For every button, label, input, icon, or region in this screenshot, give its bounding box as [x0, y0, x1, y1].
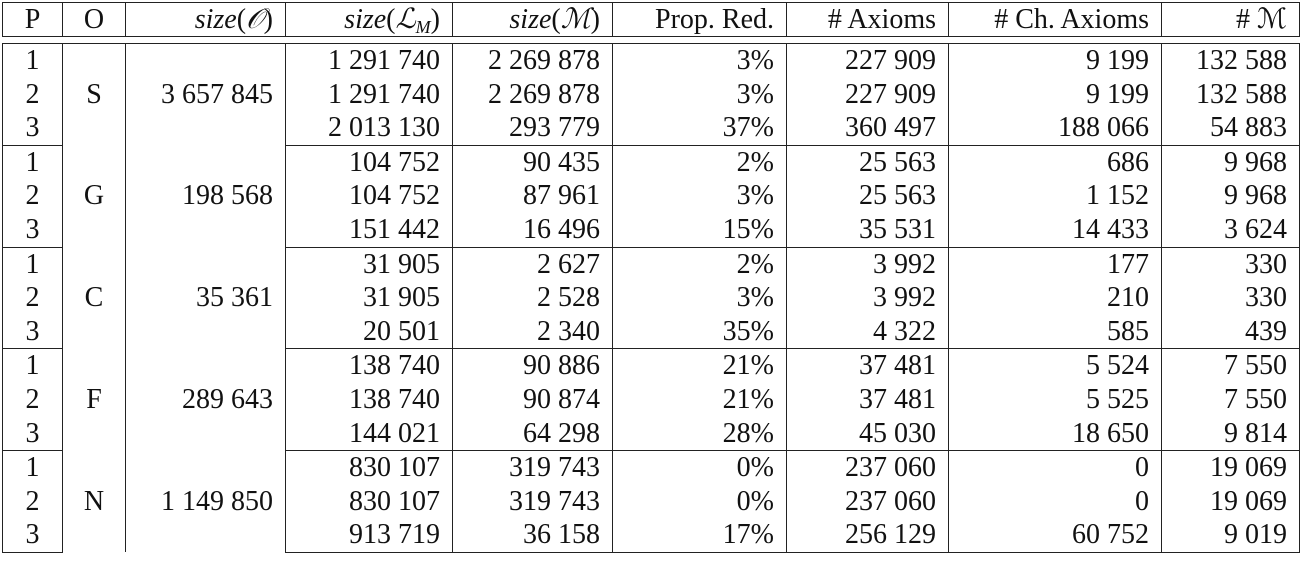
cell-size-o: 3 657 845: [126, 44, 286, 146]
results-table-container: [2, 2, 1300, 553]
cell-num-m: 7 550: [1162, 349, 1300, 383]
cell-prop-red: 2%: [613, 145, 787, 179]
cell-size-lm: 830 107: [286, 485, 453, 519]
cell-size-o: 1 149 850: [126, 451, 286, 553]
cell-p: 2: [3, 485, 63, 519]
cell-axioms: 25 563: [787, 179, 949, 213]
cell-ch-axioms: 210: [949, 281, 1162, 315]
cell-prop-red: 3%: [613, 78, 787, 112]
cell-ch-axioms: 0: [949, 485, 1162, 519]
cell-size-m: 2 269 878: [453, 78, 613, 112]
cell-axioms: 3 992: [787, 247, 949, 281]
cell-p: 3: [3, 315, 63, 349]
cell-ch-axioms: 5 524: [949, 349, 1162, 383]
table-body: [3, 37, 1300, 553]
cell-prop-red: 17%: [613, 518, 787, 552]
cell-axioms: 227 909: [787, 78, 949, 112]
cell-p: 2: [3, 383, 63, 417]
cell-ch-axioms: 0: [949, 451, 1162, 485]
cell-num-m: 330: [1162, 281, 1300, 315]
header-p: P: [3, 3, 63, 37]
header-ch-axioms: # Ch. Axioms: [949, 3, 1162, 37]
cell-size-lm: 31 905: [286, 247, 453, 281]
cell-size-m: 90 874: [453, 383, 613, 417]
cell-num-m: 132 588: [1162, 44, 1300, 78]
cell-prop-red: 37%: [613, 111, 787, 145]
cell-size-lm: 31 905: [286, 281, 453, 315]
cell-num-m: 54 883: [1162, 111, 1300, 145]
cell-ontology: S: [63, 44, 126, 146]
header-prop-red: Prop. Red.: [613, 3, 787, 37]
header-o: O: [63, 3, 126, 37]
cell-size-lm: 104 752: [286, 179, 453, 213]
header-separator: [3, 37, 1300, 44]
cell-p: 1: [3, 349, 63, 383]
cell-num-m: 7 550: [1162, 383, 1300, 417]
cell-size-m: 2 340: [453, 315, 613, 349]
cell-size-m: 90 886: [453, 349, 613, 383]
cell-axioms: 237 060: [787, 451, 949, 485]
cell-num-m: 132 588: [1162, 78, 1300, 112]
cell-p: 3: [3, 213, 63, 247]
cell-size-m: 16 496: [453, 213, 613, 247]
cell-axioms: 360 497: [787, 111, 949, 145]
cell-ch-axioms: 14 433: [949, 213, 1162, 247]
cell-p: 3: [3, 111, 63, 145]
cell-p: 2: [3, 281, 63, 315]
header-size-o: size(𝒪): [126, 3, 286, 37]
table-row: [3, 349, 1300, 383]
cell-prop-red: 21%: [613, 349, 787, 383]
cell-num-m: 9 968: [1162, 145, 1300, 179]
cell-ch-axioms: 686: [949, 145, 1162, 179]
cell-size-lm: 138 740: [286, 383, 453, 417]
cell-prop-red: 21%: [613, 383, 787, 417]
cell-size-o: 198 568: [126, 145, 286, 247]
cell-axioms: 25 563: [787, 145, 949, 179]
cell-prop-red: 15%: [613, 213, 787, 247]
header-row: [3, 3, 1300, 37]
cell-ontology: G: [63, 145, 126, 247]
cell-num-m: 439: [1162, 315, 1300, 349]
cell-num-m: 19 069: [1162, 485, 1300, 519]
cell-p: 1: [3, 145, 63, 179]
cell-ch-axioms: 18 650: [949, 417, 1162, 451]
cell-axioms: 227 909: [787, 44, 949, 78]
cell-size-m: 87 961: [453, 179, 613, 213]
cell-size-lm: 913 719: [286, 518, 453, 552]
cell-p: 2: [3, 78, 63, 112]
cell-prop-red: 0%: [613, 485, 787, 519]
cell-size-lm: 2 013 130: [286, 111, 453, 145]
cell-ontology: F: [63, 349, 126, 451]
cell-axioms: 35 531: [787, 213, 949, 247]
cell-p: 1: [3, 44, 63, 78]
cell-p: 1: [3, 247, 63, 281]
cell-num-m: 19 069: [1162, 451, 1300, 485]
cell-axioms: 37 481: [787, 383, 949, 417]
cell-size-m: 90 435: [453, 145, 613, 179]
cell-ch-axioms: 9 199: [949, 44, 1162, 78]
table-row: [3, 145, 1300, 179]
cell-ontology: C: [63, 247, 126, 349]
cell-size-m: 64 298: [453, 417, 613, 451]
cell-num-m: 330: [1162, 247, 1300, 281]
header-num-m: # ℳ: [1162, 3, 1300, 37]
cell-ch-axioms: 188 066: [949, 111, 1162, 145]
cell-ch-axioms: 9 199: [949, 78, 1162, 112]
table-row: [3, 247, 1300, 281]
cell-ontology: N: [63, 451, 126, 553]
cell-size-m: 2 627: [453, 247, 613, 281]
cell-ch-axioms: 5 525: [949, 383, 1162, 417]
cell-num-m: 9 814: [1162, 417, 1300, 451]
cell-prop-red: 3%: [613, 281, 787, 315]
cell-axioms: 4 322: [787, 315, 949, 349]
cell-ch-axioms: 585: [949, 315, 1162, 349]
cell-size-m: 2 528: [453, 281, 613, 315]
cell-size-lm: 830 107: [286, 451, 453, 485]
cell-num-m: 9 968: [1162, 179, 1300, 213]
cell-size-m: 293 779: [453, 111, 613, 145]
cell-ch-axioms: 177: [949, 247, 1162, 281]
cell-prop-red: 35%: [613, 315, 787, 349]
cell-p: 3: [3, 417, 63, 451]
cell-axioms: 45 030: [787, 417, 949, 451]
cell-size-m: 319 743: [453, 485, 613, 519]
header-axioms: # Axioms: [787, 3, 949, 37]
cell-size-lm: 1 291 740: [286, 44, 453, 78]
cell-size-lm: 104 752: [286, 145, 453, 179]
cell-prop-red: 2%: [613, 247, 787, 281]
cell-size-lm: 144 021: [286, 417, 453, 451]
table-row: [3, 451, 1300, 485]
cell-size-lm: 1 291 740: [286, 78, 453, 112]
table-row: [3, 44, 1300, 78]
cell-axioms: 3 992: [787, 281, 949, 315]
cell-ch-axioms: 1 152: [949, 179, 1162, 213]
cell-size-m: 2 269 878: [453, 44, 613, 78]
cell-prop-red: 3%: [613, 179, 787, 213]
cell-prop-red: 0%: [613, 451, 787, 485]
cell-p: 3: [3, 518, 63, 552]
header-size-lm: size(ℒ$_M$): [286, 3, 453, 37]
header-size-m: size(ℳ): [453, 3, 613, 37]
cell-num-m: 9 019: [1162, 518, 1300, 552]
cell-ch-axioms: 60 752: [949, 518, 1162, 552]
cell-p: 1: [3, 451, 63, 485]
cell-size-m: 36 158: [453, 518, 613, 552]
cell-prop-red: 28%: [613, 417, 787, 451]
cell-size-o: 35 361: [126, 247, 286, 349]
cell-size-lm: 151 442: [286, 213, 453, 247]
cell-size-m: 319 743: [453, 451, 613, 485]
cell-prop-red: 3%: [613, 44, 787, 78]
cell-size-lm: 138 740: [286, 349, 453, 383]
cell-axioms: 37 481: [787, 349, 949, 383]
cell-size-o: 289 643: [126, 349, 286, 451]
cell-axioms: 237 060: [787, 485, 949, 519]
cell-num-m: 3 624: [1162, 213, 1300, 247]
cell-p: 2: [3, 179, 63, 213]
results-table: [2, 2, 1300, 553]
cell-size-lm: 20 501: [286, 315, 453, 349]
cell-axioms: 256 129: [787, 518, 949, 552]
